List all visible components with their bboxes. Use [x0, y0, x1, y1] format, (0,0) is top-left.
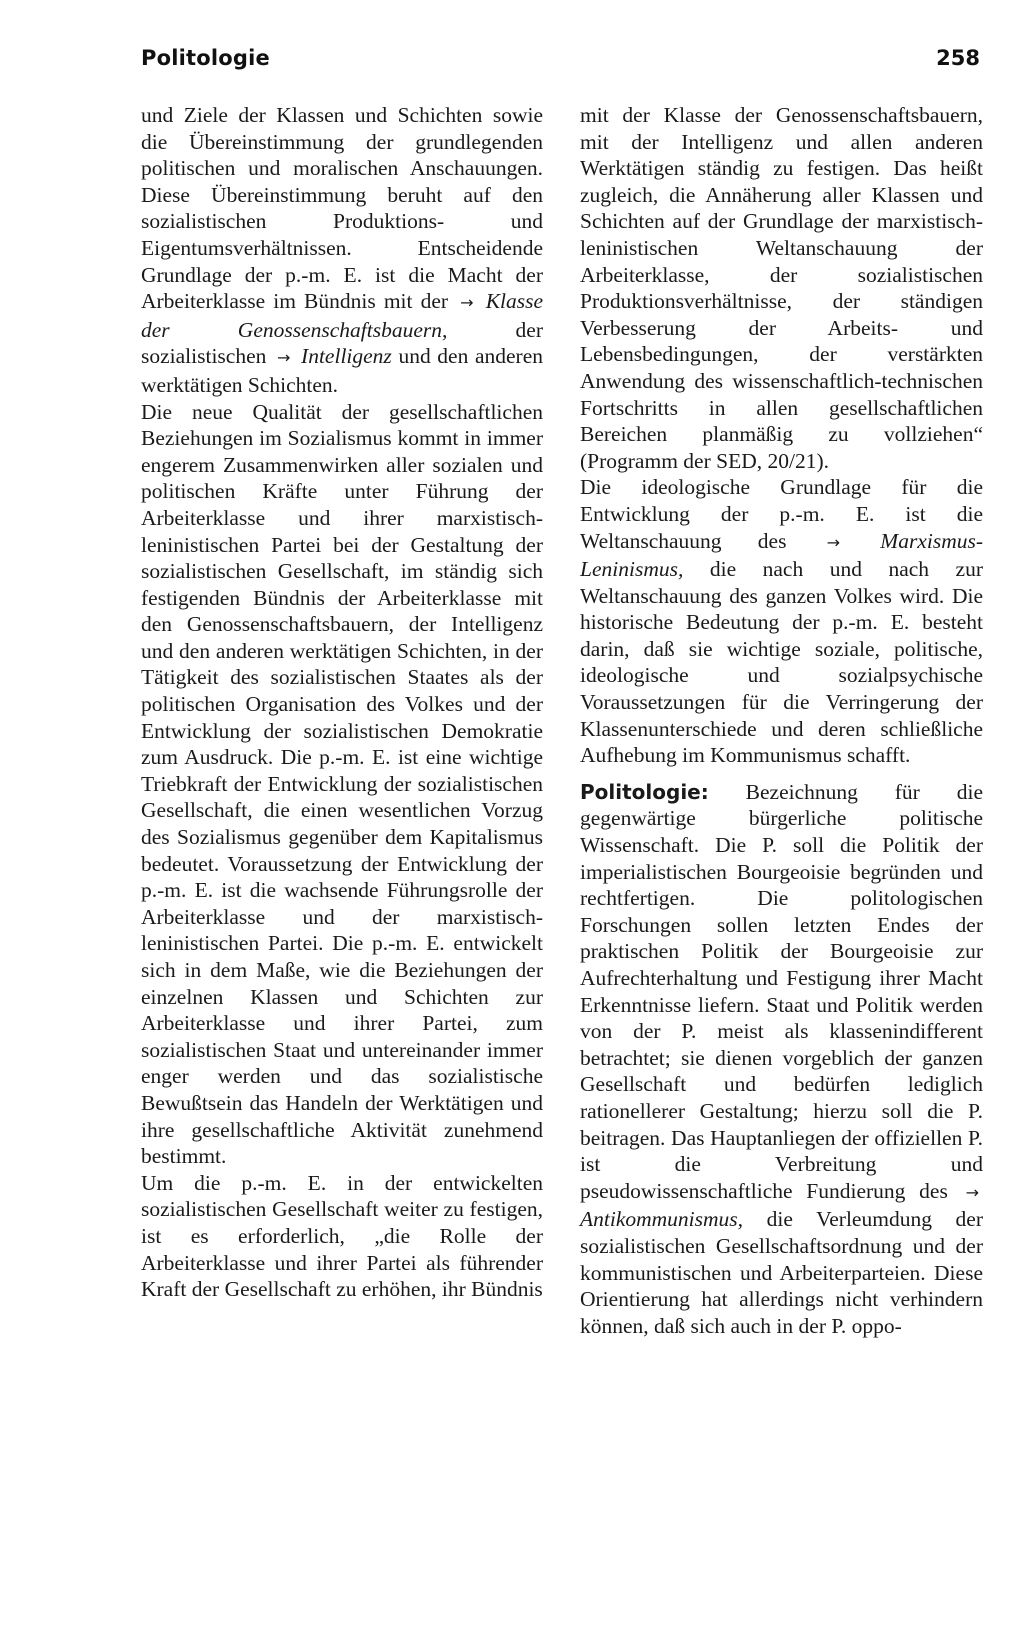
- paragraph-text: die Verleumdung der sozialistischen Gesellschaftsordnung und der kommunistischen und Arbeiterparteien. Diese Orientierung hat allerdings nicht verhindern können, daß sich auch in der P. oppo-: [580, 1207, 983, 1338]
- paragraph-text: und den anderen werktätigen Schichten.: [141, 344, 544, 397]
- paragraph: mit der Klasse der Genossenschaftsbauern, mit der Intelligenz und allen anderen Werktätigen ständig zu festigen. Das heißt zugleich, die Annäherung aller Klassen und Schichten auf der Grundlage der marxistisch-leninistischen Weltanschauung der Arbeiterklasse, der sozialistischen Produktionsverhältnisse, der ständigen Verbesserung der Arbeits- und Lebensbedingungen, der verstärkten Anwendung des wissenschaftlich-technischen Fortschritts in allen gesellschaftlichen Bereichen planmäßig zu vollziehen“ (Programm der SED, 20/21).: [580, 103, 983, 473]
- paragraph: Um die p.-m. E. in der entwickelten sozialistischen Gesellschaft weiter zu festigen, ist es erforderlich, „die Rolle der Arbeiterklasse und ihrer Partei als führender Kraft der Gesellschaft zu erhöhen, ihr Bündnis: [141, 1170, 543, 1302]
- paragraph-text: der sozialistischen: [141, 317, 543, 369]
- cross-reference-arrow-icon: →: [277, 348, 291, 368]
- cross-reference-link: Klasse der Genossenschaftsbauern,: [141, 289, 544, 342]
- paragraph-text: Die ideologische Grundlage für die Entwicklung der p.-m. E. ist die Weltanschauung des: [580, 475, 983, 553]
- cross-reference-link: Intelligenz: [301, 344, 392, 369]
- paragraph: [141, 102, 543, 399]
- cross-reference-arrow-icon: →: [826, 532, 841, 552]
- cross-reference-arrow-icon: →: [460, 293, 474, 313]
- paragraph: Die neue Qualität der gesellschaftlichen Beziehungen im Sozialismus kommt in immer engerem Zusammenwirken aller sozialen und politischen Kräfte unter Führung der Arbeiterklasse und ihrer marxistisch-leninistischen Partei bei der Gestaltung der sozialistischen Gesellschaft, im ständig sich festigenden Bündnis der Arbeiterklasse mit den Genossenschaftsbauern, der Intelligenz und den anderen werktätigen Schichten, in der Tätigkeit des sozialistischen Staates als der politischen Organisation des Volkes und der Entwicklung der sozialistischen Demokratie zum Ausdruck. Die p.-m. E. ist eine wichtige Triebkraft der Entwicklung der sozialistischen Gesellschaft, die einen wesentlichen Vorzug des Sozialismus gegenüber dem Kapitalismus bedeutet. Voraussetzung der Entwicklung der p.-m. E. ist die wachsende Führungsrolle der Arbeiterklasse und der marxistisch-leninistischen Partei. Die p.-m. E. entwickelt sich in dem Maße, wie die Beziehungen der einzelnen Klassen und Schichten zur Arbeiterklasse und ihrer Partei, zum sozialistischen Staat und untereinander immer enger werden und das sozialistische Bewußtsein das Handeln der Werktätigen und ihre gesellschaftliche Aktivität zunehmend bestimmt.: [141, 399, 543, 1169]
- left-column: [141, 102, 543, 1303]
- running-head-title: Politologie: [141, 46, 270, 70]
- paragraph: [580, 474, 983, 769]
- paragraph-text: Bezeichnung für die gegenwärtige bürgerliche politische Wissenschaft. Die P. soll die Politik der imperialistischen Bourgeoisie begründen und rechtfertigen. Die politologischen Forschungen sollen letzten Endes der praktischen Politik der Bourgeoisie zur Aufrechterhaltung und Festigung ihrer Macht Erkenntnisse liefern. Staat und Politik werden von der P. meist als klassenindifferent betrachtet; sie dienen vorgeblich der ganzen Gesellschaft und bedürfen lediglich rationellerer Gestaltung; hierzu soll die P. beitragen. Das Hauptanliegen der offiziellen P. ist die Verbreitung und pseudowissenschaftliche Fundierung des: [580, 779, 983, 1203]
- cross-reference-link: Antikommunismus,: [580, 1207, 744, 1232]
- paragraph-text: und Ziele der Klassen und Schichten sowie die Übereinstimmung der grundlegenden politischen und moralischen Anschauungen. Diese Übereinstimmung beruht auf den sozialistischen Produktions- und Eigentumsverhältnissen. Entscheidende Grundlage der p.-m. E. ist die Macht der Arbeiterklasse im Bündnis mit der: [141, 103, 543, 314]
- page-number: 258: [936, 46, 980, 70]
- cross-reference-arrow-icon: →: [965, 1182, 979, 1202]
- cross-reference-link: Marxismus-Leninismus,: [580, 528, 983, 582]
- right-column: [580, 102, 983, 1339]
- entry-politologie: [580, 779, 983, 1339]
- paragraph-text: die nach und nach zur Weltanschauung des ganzen Volkes wird. Die historische Bedeutung der p.-m. E. besteht darin, daß sie wichtige soziale, politische, ideologische und sozialpsychische Voraussetzungen für die Verringerung der Klassenunterschiede und deren schließliche Aufhebung im Kommunismus schafft.: [580, 557, 984, 768]
- entry-keyword: Politologie:: [580, 779, 709, 804]
